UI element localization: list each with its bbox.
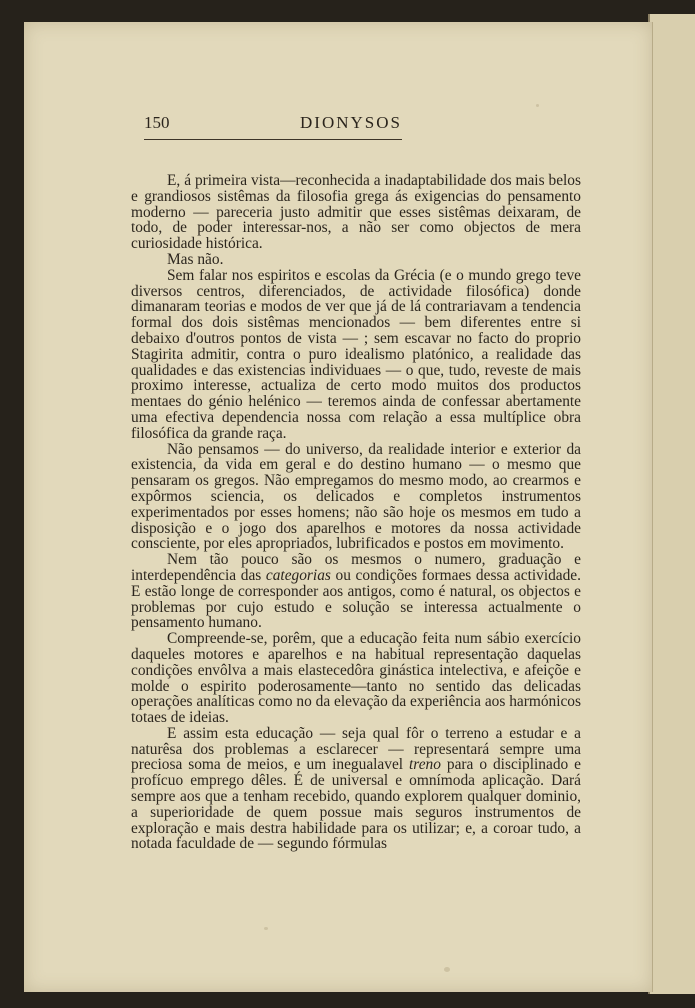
paragraph: E, á primeira vista—reconhecida a inadaptabilidade dos mais belos e grandiosos sistêmas da filosofia grega ás exigencias do pensamento moderno — pareceria justo admitir que esses sistêmas deixaram, de todo, de poder interessar-nos, a não ser como objectos de mera curiosidade histórica. [131,172,581,253]
paper-spot [264,927,268,930]
paragraph: E assim esta educação — seja qual fôr o terreno a estudar e a naturêsa dos problemas a esclarecer — representará sempre uma preciosa soma de meios, e um inegualavel treno para o disciplinado e profícuo emprego dêles. É de universal e omnímoda aplicação. Dará sempre aos que a tenham recebido, quando explorem qualquer dominio, a superioridade de quem possue mais seguros instrumentos de exploração e mais destra habilidade para os utilizar; e, a coroar tudo, a notada faculdade de — segundo fórmulas [131,724,581,853]
paragraph: Compreende-se, porêm, que a educação feita num sábio exercício daqueles motores e aparelhos e na habitual representação daquelas condições envôlva a mais elastecedôra ginástica intelectiva, e afeiçõe e molde o espirito poderosamente—tanto no sentido das delicadas operações analíticas como no da elevação da experiência aos harmónicos totaes de ideias. [131,630,581,727]
emphasis: categorias [265,566,331,584]
paper-spot [536,104,539,107]
paragraph: Mas não. [167,250,224,268]
page-number: 150 [144,113,170,132]
paragraph: Não pensamos — do universo, da realidade interior e exterior da existencia, da vida em geral e do destino humano — o mesmo que pensaram os gregos. Não empregamos do mesmo modo, ao crearmos e expôrmos sciencia, os delicados e completos instrumentos experimentados por esses homens; não são hoje os mesmos em tudo a disposição e o jogo dos aparelhos e motores da nossa actividade consciente, por eles apropriados, lubrificados e postos em movimento. [131,440,581,553]
paper-spot [444,967,450,972]
facing-page-edge [648,14,695,994]
page-header [144,113,402,140]
paragraph: Sem falar nos espiritos e escolas da Grécia (e o mundo grego teve diversos centros, diferenciados, de actividade filosófica) donde dimanaram teorias e modos de ver que já de lá contrariavam a tendencia formal dos dois sistêmas mencionados — bem diferentes entre si debaixo d'outros pontos de vista — ; sem escavar no facto do proprio Stagirita admitir, contra o puro idealismo platónico, a realidade das qualidades e das existencias individuaes — o que, tudo, reveste de mais proximo interesse, actualiza de certo modo muitos dos productos mentaes do génio helénico — teremos ainda de confessar abertamente uma efectiva dependencia nossa com relação a essa multíplice obra filosófica da grande raça. [131,266,581,442]
running-title: DIONYSOS [300,113,402,132]
emphasis: treno [409,756,441,774]
paragraph: Nem tão pouco são os mesmos o numero, graduação e interdependência das categorias ou condições formaes dessa actividade. E estão longe de corresponder aos antigos, como é natural, os objectos e problemas por cujo estudo e solução se interessa actualmente o pensamento humano. [131,551,581,632]
body-text [131,173,581,852]
